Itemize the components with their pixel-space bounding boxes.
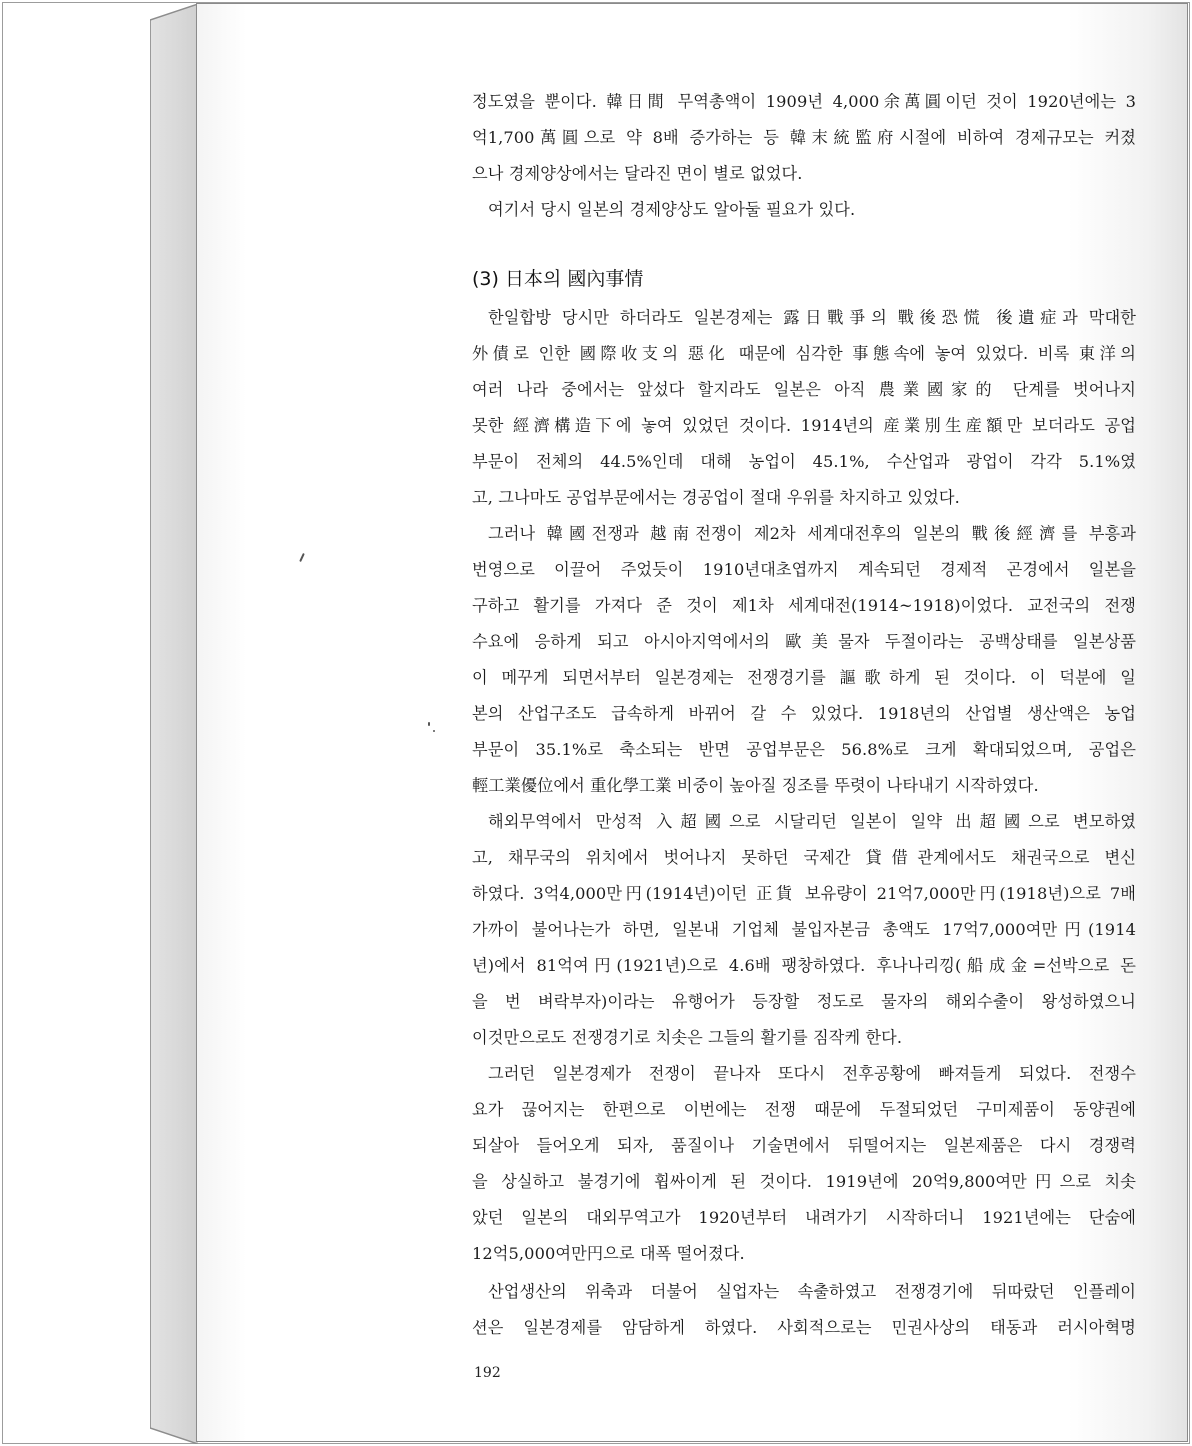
book-spine [150, 4, 199, 1444]
text-line: 수요에 응하게 되고 아시아지역에서의 歐美물자 두절이라는 공백상태를 일본상품 [472, 632, 1136, 651]
text-line: 구하고 활기를 가져다 준 것이 제1차 세계대전(1914~1918)이었다. 교전국의 전쟁 [472, 596, 1136, 615]
text-line: 하였다. 3억4,000만円(1914년)이던 正貨 보유량이 21억7,000만円(1918년)으로 7배 [472, 884, 1136, 903]
text-line: 되살아 들어오게 되자, 품질이나 기술면에서 뒤떨어지는 일본제품은 다시 경쟁력 [472, 1136, 1136, 1155]
paragraph-intro-2 [472, 192, 1136, 228]
text-line: 산업생산의 위축과 더불어 실업자는 속출하였고 전쟁경기에 뒤따랐던 인플레이 [488, 1282, 1136, 1301]
text-line: 여러 나라 중에서는 앞섰다 할지라도 일본은 아직 農業國家的 단계를 벗어나지 [472, 380, 1136, 399]
text-line: 으나 경제양상에서는 달라진 면이 별로 없었다. [472, 164, 803, 183]
text-line: 여기서 당시 일본의 경제양상도 알아둘 필요가 있다. [488, 200, 856, 219]
section-heading: (3) 日本의 國內事情 [472, 268, 644, 290]
text-line: 았던 일본의 대외무역고가 1920년부터 내려가기 시작하더니 1921년에는 단숨에 [472, 1208, 1136, 1227]
text-line: 부문이 전체의 44.5%인데 대해 농업이 45.1%, 수산업과 광업이 각각 5.1%였 [472, 452, 1136, 471]
text-line: 12억5,000여만円으로 대폭 떨어졌다. [472, 1244, 745, 1263]
text-line: 한일합방 당시만 하더라도 일본경제는 露日戰爭의 戰後恐慌 後遺症과 막대한 [488, 308, 1136, 327]
paragraph-intro [472, 84, 1136, 192]
text-line: 본의 산업구조도 급속하게 바뀌어 갈 수 있었다. 1918년의 산업별 생산액은 농업 [472, 704, 1136, 723]
text-line: 해외무역에서 만성적 入超國으로 시달리던 일본이 일약 出超國으로 변모하였 [488, 812, 1136, 831]
text-line: 을 번 벼락부자)이라는 유행어가 등장할 정도로 물자의 해외수출이 왕성하였으니 [472, 992, 1136, 1011]
paragraph-3 [472, 804, 1136, 1056]
text-line: 가까이 불어나는가 하면, 일본내 기업체 불입자본금 총액도 17억7,000여만円(1914 [472, 920, 1136, 939]
paragraph-5 [472, 1274, 1136, 1346]
paragraph-2 [472, 516, 1136, 804]
text-line: 고, 채무국의 위치에서 벗어나지 못하던 국제간 貸借관계에서도 채권국으로 변신 [472, 848, 1136, 867]
scan-speck [428, 722, 430, 726]
text-line: 번영으로 이끌어 주었듯이 1910년대초엽까지 계속되던 경제적 곤경에서 일본을 [472, 560, 1136, 579]
text-line: 外債로 인한 國際收支의 惡化 때문에 심각한 事態속에 놓여 있었다. 비록 東洋의 [472, 344, 1136, 363]
text-line: 션은 일본경제를 암담하게 하였다. 사회적으로는 민권사상의 태동과 러시아혁명 [472, 1318, 1136, 1337]
text-line: 부문이 35.1%로 축소되는 반면 공업부문은 56.8%로 크게 확대되었으며, 공업은 [472, 740, 1136, 759]
text-line: 輕工業優位에서 重化學工業 비중이 높아질 징조를 뚜렷이 나타내기 시작하였다. [472, 776, 1039, 795]
paragraph-1 [472, 300, 1136, 516]
text-line: 이 메꾸게 되면서부터 일본경제는 전쟁경기를 謳歌하게 된 것이다. 이 덕분에 일 [472, 668, 1136, 687]
text-line: 그러던 일본경제가 전쟁이 끝나자 또다시 전후공황에 빠져들게 되었다. 전쟁수 [488, 1064, 1136, 1083]
paragraph-4 [472, 1056, 1136, 1272]
scan-speck [433, 730, 435, 732]
text-line: 못한 經濟構造下에 놓여 있었던 것이다. 1914년의 産業別生産額만 보더라도 공업 [472, 416, 1136, 435]
text-line: 요가 끊어지는 한편으로 이번에는 전쟁 때문에 두절되었던 구미제품이 동양권에 [472, 1100, 1136, 1119]
text-line: 그러나 韓國전쟁과 越南전쟁이 제2차 세계대전후의 일본의 戰後經濟를 부흥과 [488, 524, 1136, 543]
text-line: 이것만으로도 전쟁경기로 치솟은 그들의 활기를 짐작케 한다. [472, 1028, 903, 1047]
text-line: 을 상실하고 불경기에 휩싸이게 된 것이다. 1919년에 20억9,800여만円으로 치솟 [472, 1172, 1136, 1191]
text-line: 억1,700萬圓으로 약 8배 증가하는 등 韓末統監府시절에 비하여 경제규모는 커졌 [472, 128, 1136, 147]
text-line: 년)에서 81억여円(1921년)으로 4.6배 팽창하였다. 후나나리낑(船成金=선박으로 돈 [472, 956, 1136, 975]
text-line: 정도였을 뿐이다. 韓日間 무역총액이 1909년 4,000余萬圓이던 것이 1920년에는 3 [472, 92, 1136, 111]
page-number: 192 [474, 1365, 501, 1381]
text-line: 고, 그나마도 공업부문에서는 경공업이 절대 우위를 차지하고 있었다. [472, 488, 960, 507]
